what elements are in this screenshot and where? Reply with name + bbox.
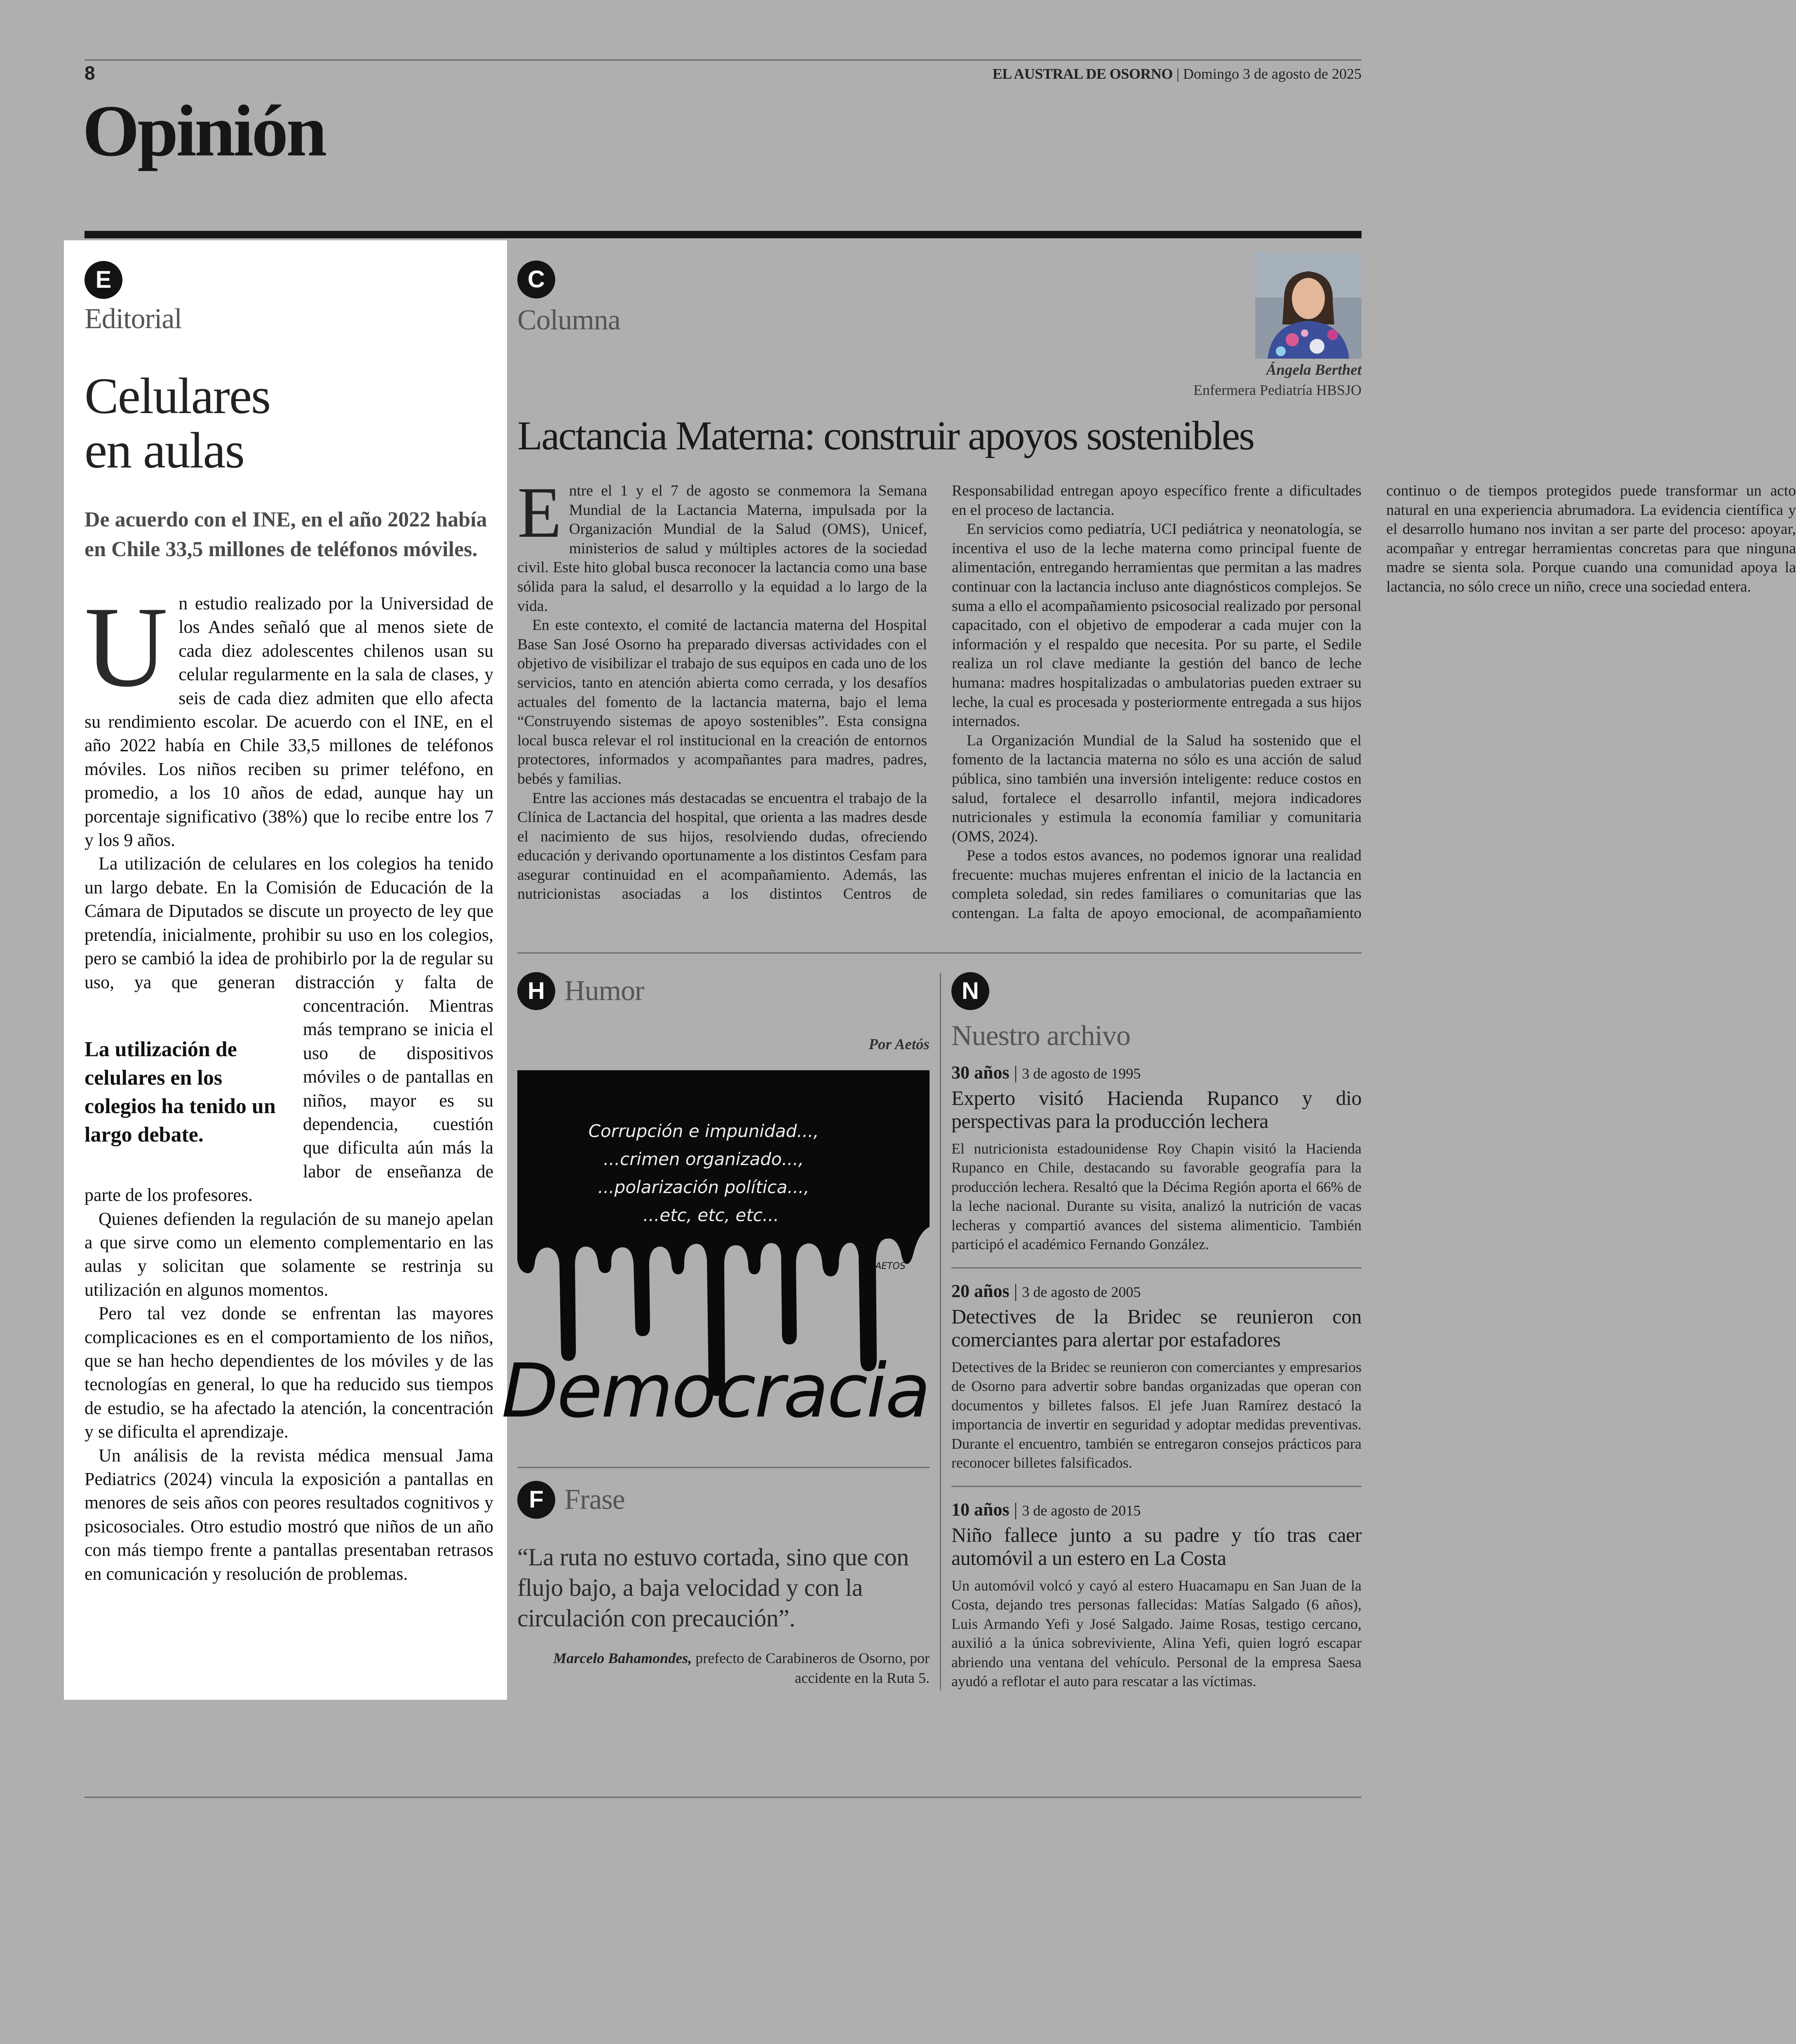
cartoon-caption-line-3: ...polarización política..., xyxy=(598,1177,810,1197)
editorial-paragraph-2-text: La utilización de celulares en los colegios ha tenido un largo debate. En la Comisión de Educación de la Cámara de Diputados se discute un proyecto de ley que pretendía, inicialmente, prohibir su uso en los colegios, pero se cambió la idea de prohibirlo por la de regular su uso, ya que generan distracción y falta de concentración. xyxy=(85,853,493,1016)
editorial-badge: E xyxy=(85,261,122,299)
cartoon-signature: AETOS xyxy=(875,1261,906,1271)
cartoon-caption-line-4: ...etc, etc, etc... xyxy=(643,1205,779,1225)
editorial-title xyxy=(85,369,493,478)
column-bottom-rule xyxy=(517,952,1362,954)
cartoon-caption-line-2: ...crimen organizado..., xyxy=(603,1149,804,1169)
archive-headline: Detectives de la Bridec se reunieron con comerciantes para alertar por estafadores xyxy=(951,1304,1362,1351)
vertical-divider xyxy=(940,973,941,1690)
archive-date: 3 de agosto de 2005 xyxy=(1022,1284,1141,1300)
archive-item xyxy=(951,1499,1362,1691)
editorial-title-line-2: en aulas xyxy=(85,422,244,479)
frase-attribution-name: Marcelo Bahamondes, xyxy=(553,1650,692,1666)
dateline-separator: | xyxy=(1176,66,1180,82)
frase-badge: F xyxy=(517,1481,555,1519)
archive-date: 3 de agosto de 1995 xyxy=(1022,1065,1141,1082)
editorial-panel xyxy=(64,240,507,1700)
author-portrait-icon xyxy=(1255,252,1362,359)
archive-headline: Experto visitó Hacienda Rupanco y dio perspectivas para la producción lechera xyxy=(951,1086,1362,1132)
column-title: Lactancia Materna: construir apoyos sostenibles xyxy=(517,413,1254,458)
column-paragraph-6: Pese a todos estos avances, no podemos ignorar una realidad frecuente: muchas mujeres enfrentan el inicio de la lactancia en completa soledad, sin redes familiares o comunitarias que las contengan. La falta de apoyo emocional, de acompañamiento continuo o de tiempos protegidos puede transformar un acto natural en una experiencia abrumadora. La evidencia científica y el desarrollo humano nos invitan a ser parte del proceso: apoyar, acompañar y entregar herramientas concretas para que ninguna madre se sienta sola. Porque cuando una comunidad apoya la lactancia, no sólo crece un niño, crece una sociedad entera. xyxy=(952,482,1796,922)
archive-item-years: 10 años | 3 de agosto de 2015 xyxy=(951,1499,1141,1520)
archive-item xyxy=(951,1062,1362,1254)
issue-date: Domingo 3 de agosto de 2025 xyxy=(1183,66,1362,82)
editorial-paragraph-4: Pero tal vez donde se enfrentan las mayores complicaciones es en el comportamiento de los niños, que se han hecho dependientes de los móviles y de las tecnologías en general, lo que ha reducido sus tiempos de estudio, se ha afectado la atención, la concentración y se dificulta el aprendizaje. xyxy=(85,1303,493,1442)
editorial-pullquote: La utilización de celulares en los colegios ha tenido un largo debate. xyxy=(85,1037,276,1147)
cartoon-drawing xyxy=(501,1070,930,1434)
column-paragraph-5: La Organización Mundial de la Salud ha sostenido que el fomento de la lactancia materna no sólo es una acción de salud pública, sino también una inversión inteligente: reduce costos en salud, fortalece el desarrollo infantil, mejora indicadores nutricionales y estimula la economía familiar y comunitaria (OMS, 2024). xyxy=(952,732,1362,845)
humor-header xyxy=(517,972,644,1010)
column-kicker: Columna xyxy=(517,304,620,336)
humor-bottom-rule xyxy=(517,1467,930,1468)
section-rule xyxy=(85,231,1362,238)
column-paragraph-3: Entre las acciones más destacadas se encuentra el trabajo de la Clínica de Lactancia del hospital, que orienta a las madres desde el nacimiento de sus hijos, resolviendo dudas, ofreciendo educación y derivando oportunamente a los distintos Cesfam para asegurar continuidad en el acompañamiento. Además, las nutricionistas asociadas a los distintos Centros de Responsabilidad entregan apoyo específico frente a dificultades en el proceso de lactancia. xyxy=(517,482,1362,903)
top-rule xyxy=(85,59,1362,61)
frase-attribution xyxy=(517,1648,930,1688)
cartoon-word: Democracia xyxy=(501,1348,929,1434)
editorial-lede: De acuerdo con el INE, en el año 2022 había en Chile 33,5 millones de teléfonos móviles. xyxy=(85,508,487,561)
cartoon-caption-line-1: Corrupción e impunidad..., xyxy=(588,1121,819,1141)
column-paragraph-1: ntre el 1 y el 7 de agosto se conmemora la Semana Mundial de la Lactancia Materna, impulsada por la Organización Mundial de la Salud (OMS), Unicef, ministerios de salud y múltiples actores de la sociedad civil. Este hito global busca reconocer la lactancia como una base sólida para la salud, el desarrollo y la equidad a lo largo de la vida. xyxy=(517,482,927,615)
editorial-paragraph-3: Quienes defienden la regulación de su manejo apelan a que sirve como un elemento complementario en las aulas y solicitan que solamente se restrinja su utilización en algunos momentos. xyxy=(85,1208,493,1300)
cartoon-image xyxy=(501,1070,930,1434)
column-dropcap: E xyxy=(517,472,562,553)
archive-headline: Niño fallece junto a su padre y tío tras caer automóvil a un estero en La Costa xyxy=(951,1523,1362,1569)
archive-divider xyxy=(951,1486,1362,1487)
humor-kicker: Humor xyxy=(564,975,644,1007)
archive-divider xyxy=(951,1267,1362,1269)
column-author-role: Enfermera Pediatría HBSJO xyxy=(1193,382,1362,398)
archive-body: El nutricionista estadounidense Roy Chapin visitó la Hacienda Rupanco en Chile, destacando su favorable geografía para la producción lechera. Resaltó que la Décima Región aporta el 66% de la leche nacional. Durante su visita, analizó la nutrición de vacas lecheras y compartió avances del sistema alimenticio. También participó el académico Fernando González. xyxy=(951,1140,1362,1253)
frase-header xyxy=(517,1481,625,1519)
archive-item-years: 30 años | 3 de agosto de 1995 xyxy=(951,1062,1141,1083)
editorial-paragraph-1: n estudio realizado por la Universidad de los Andes señaló que al menos siete de cada diez adolescentes chilenos usan su celular regularmente en la sala de clases, y seis de cada diez admiten que ello afecta su rendimiento escolar. De acuerdo con el INE, en el año 2022 había en Chile 33,5 millones de teléfonos móviles. Los niños reciben su primer teléfono, en promedio, a los 10 años de edad, aunque hay un porcentaje significativo (38%) que lo recibe entre los 7 y los 9 años. xyxy=(85,593,493,850)
cartoon-credit: Por Aetós xyxy=(869,1036,930,1053)
archive-item xyxy=(951,1280,1362,1473)
column-badge: C xyxy=(517,261,555,298)
column-paragraph-2: En este contexto, el comité de lactancia materna del Hospital Base San José Osorno ha preparado diversas actividades con el objetivo de visibilizar el trabajo de sus equipos en cada uno de los servicios, tanto en atención abierta como cerrada, y los desafíos actuales del fomento de la lactancia materna, bajo el lema “Construyendo sistemas de apoyo sostenibles”. Esta consigna local busca relevar el rol institucional en la creación de entornos protectores, informados y acompañantes para madres, padres, bebés y familias. xyxy=(517,617,927,787)
editorial-kicker: Editorial xyxy=(85,303,182,335)
editorial-paragraph-2b-text: Mientras más temprano se inicia el uso de dispositivos móviles o de pantallas en niños, mayor es su dependencia, cuestión que dificulta aún más la labor de enseñanza de parte de los profesores. xyxy=(85,995,493,1205)
archive-years-label: 10 años xyxy=(951,1499,1010,1520)
archive-years-label: 20 años xyxy=(951,1281,1010,1301)
bottom-rule xyxy=(85,1797,1362,1798)
archivo-kicker: Nuestro archivo xyxy=(951,1020,1131,1052)
column-badge-wrap xyxy=(517,261,555,298)
editorial-paragraph-2 xyxy=(85,852,493,1207)
archive-item-years: 20 años | 3 de agosto de 2005 xyxy=(951,1281,1141,1301)
author-avatar xyxy=(1255,252,1362,359)
column-author: Ángela Berthet xyxy=(1266,362,1362,378)
archivo-badge-wrap xyxy=(951,972,989,1010)
editorial-dropcap: U xyxy=(85,583,168,711)
frase-kicker: Frase xyxy=(564,1484,625,1515)
column-body xyxy=(517,472,1796,939)
editorial-title-line-1: Celulares xyxy=(85,368,270,424)
archive-years-label: 30 años xyxy=(951,1062,1010,1083)
archivo-badge: N xyxy=(951,972,989,1010)
frase-quote: “La ruta no estuvo cortada, sino que con flujo bajo, a baja velocidad y con la circulación con precaución”. xyxy=(517,1544,909,1632)
editorial-paragraph-5: Un análisis de la revista médica mensual Jama Pediatrics (2024) vincula la exposición a pantallas en menores de seis años con peores resultados cognitivos y psicosociales. Otro estudio mostró que niños de un año con más tiempo frente a pantallas presentaban retrasos en comunicación y resolución de problemas. xyxy=(85,1445,493,1584)
frase-attribution-role: prefecto de Carabineros de Osorno, por accidente en la Ruta 5. xyxy=(692,1650,930,1686)
humor-badge: H xyxy=(517,972,555,1010)
editorial-body xyxy=(85,583,493,1586)
newspaper-name: EL AUSTRAL DE OSORNO xyxy=(992,66,1173,82)
column-paragraph-4: En servicios como pediatría, UCI pediátrica y neonatología, se incentiva el uso de la leche materna como principal fuente de alimentación, entregando herramientas que permitan a las madres continuar con la lactancia incluso ante diagnósticos complejos. Se suma a ello el acompañamiento psicosocial realizado por personal capacitado, con el objetivo de empoderar a cada mujer con la información y el respaldo que necesita. Por su parte, el Sedile realiza un rol clave mediante la gestión del banco de leche humana: madres hospitalizadas o ambulatorias pueden extraer su leche, la cual es procesada y posteriormente entregada a sus hijos internados. xyxy=(952,521,1362,730)
archive-body: Un automóvil volcó y cayó al estero Huacamapu en San Juan de la Costa, dejando tres personas fallecidas: Matías Salgado (6 años), Luis Armando Yefi y José Salgado. Jaime Rosas, testigo cercano, auxilió a la única sobreviviente, Alina Yefi, quien logró escapar abriendo una ventana del vehículo. Personal de la empresa Saesa ayudó a reflotar el auto para rescatar a las víctimas. xyxy=(951,1577,1362,1690)
archive-body: Detectives de la Bridec se reunieron con comerciantes y empresarios de Osorno para advertir sobre bandas organizadas que operan con documentos y billetes falsos. El jefe Juan Ramírez destacó la importancia de invertir en seguridad y adoptar medidas preventivas. Durante el encuentro, también se entregaron consejos prácticos para reconocer billetes falsificados. xyxy=(951,1358,1362,1471)
page-number: 8 xyxy=(85,62,95,84)
dateline xyxy=(993,65,1362,82)
section-title: Opinión xyxy=(82,90,325,172)
archive-date: 3 de agosto de 2015 xyxy=(1022,1502,1141,1519)
